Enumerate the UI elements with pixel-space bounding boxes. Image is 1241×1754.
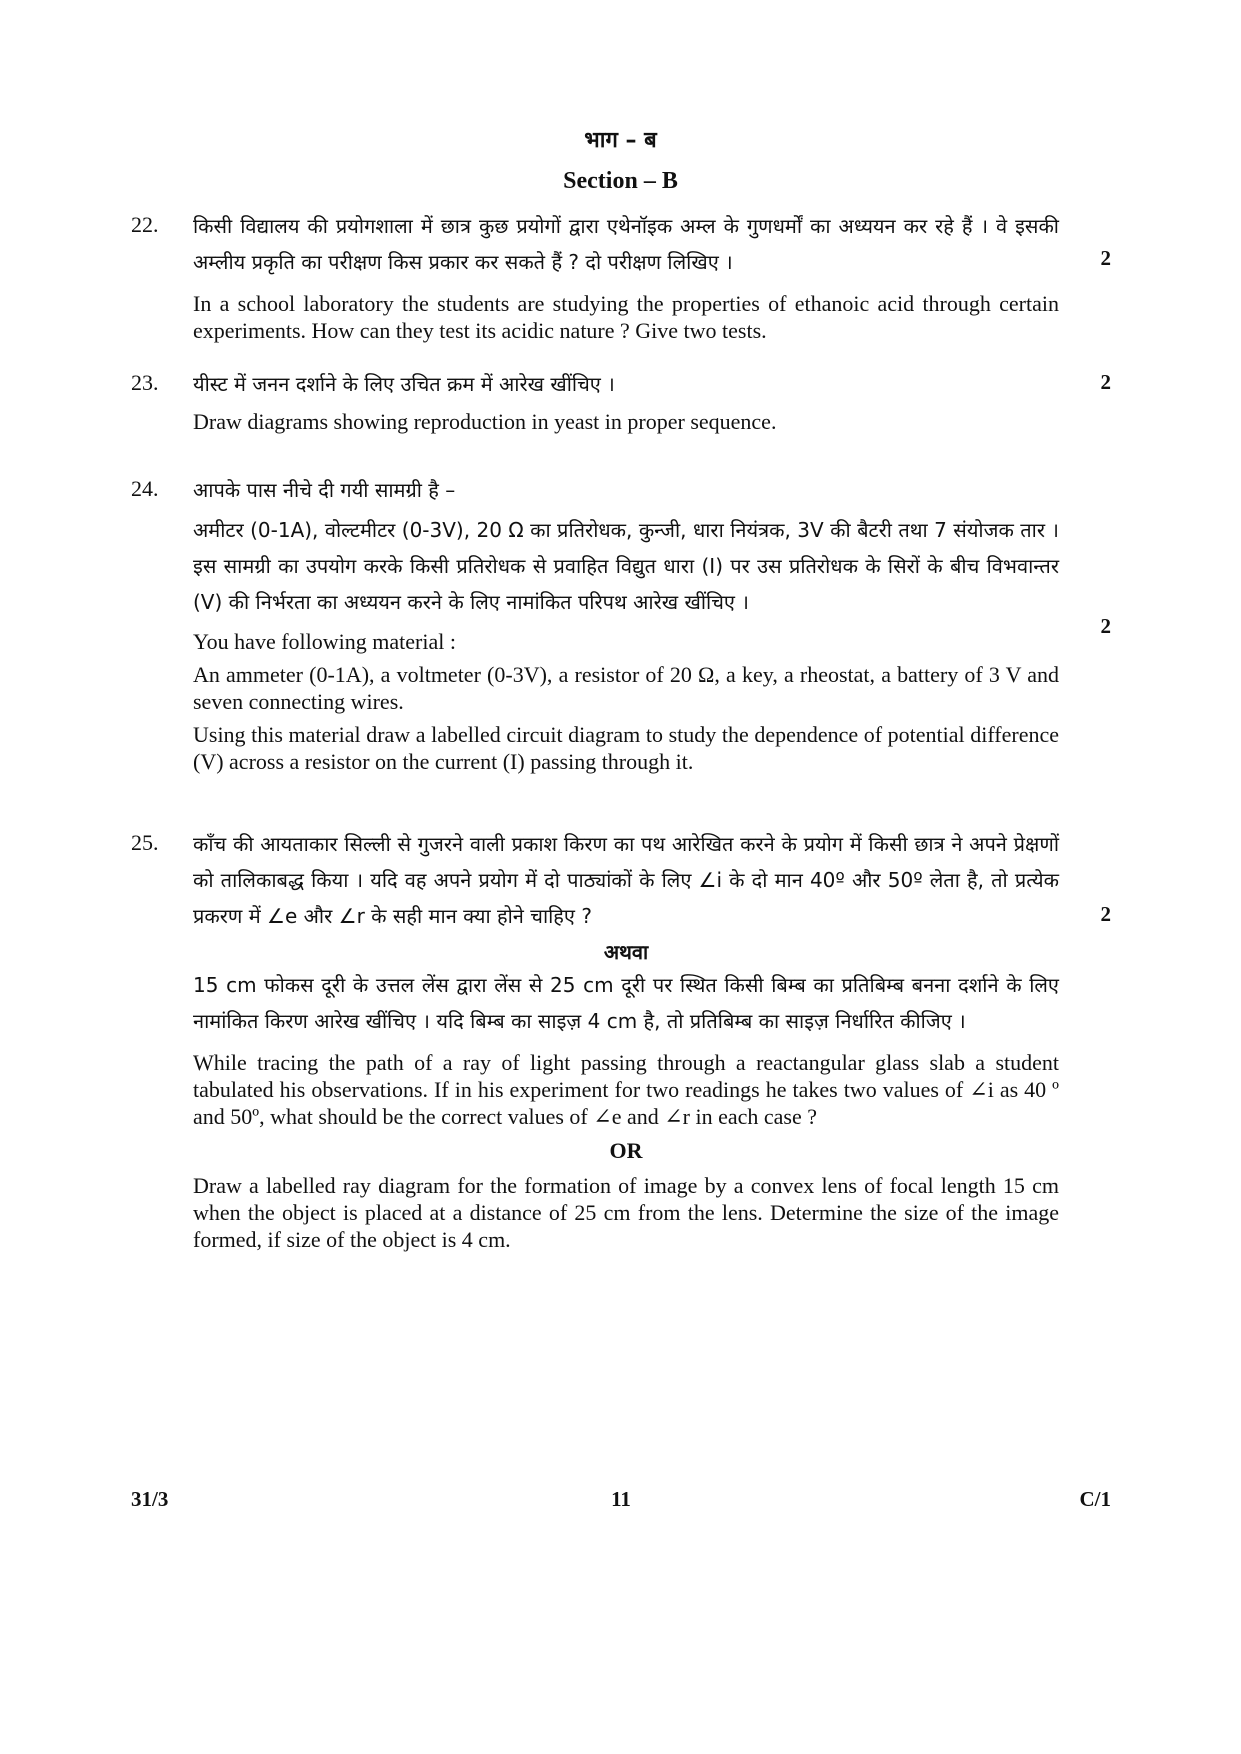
section-title-english: Section – B bbox=[563, 168, 678, 194]
question-23 bbox=[131, 366, 1111, 435]
marks: 2 bbox=[1100, 246, 1111, 270]
question-text-hindi: काँच की आयताकार सिल्ली से गुजरने वाली प्रकाश किरण का पथ आरेखित करने के प्रयोग में किसी छात्र ने अपने प्रेक्षणों को तालिकाबद्ध किया । यदि वह अपने प्रयोग में दो पाठ्यांकों के लिए ∠i के दो मान 40º और 50º लेता है, तो प्रत्येक प्रकरण में ∠e और ∠r के सही मान क्या होने चाहिए ? bbox=[193, 832, 1059, 928]
question-text-english: Draw diagrams showing reproduction in yeast in proper sequence. bbox=[193, 409, 777, 434]
question-22 bbox=[131, 208, 1111, 344]
question-text-hindi: किसी विद्यालय की प्रयोगशाला में छात्र कुछ प्रयोगों द्वारा एथेनॉइक अम्ल के गुणधर्मों का अध्ययन कर रहे हैं । वे इसकी अम्लीय प्रकृति का परीक्षण किस प्रकार कर सकते हैं ? दो परीक्षण लिखिए । bbox=[193, 214, 1059, 274]
question-text-english: While tracing the path of a ray of light passing through a reactangular glass slab a student tabulated his observations. If in his experiment for two readings he takes two values of ∠i as 40 º and 50º, what should be the correct values of ∠e and ∠r in each case ? bbox=[193, 1050, 1059, 1129]
or-label-english: OR bbox=[609, 1138, 643, 1163]
question-24 bbox=[131, 472, 1111, 775]
question-number: 24. bbox=[131, 476, 159, 501]
alternative-text-english: Draw a labelled ray diagram for the formation of image by a convex lens of focal length 15 cm when the object is placed at a distance of 25 cm from the lens. Determine the size of the image formed, if size of the object is 4 cm. bbox=[193, 1173, 1059, 1252]
page-number: 11 bbox=[611, 1487, 631, 1511]
paper-code: 31/3 bbox=[131, 1487, 169, 1511]
question-body bbox=[193, 472, 1059, 775]
question-25 bbox=[131, 826, 1111, 1253]
question-text-hindi: यीस्ट में जनन दर्शाने के लिए उचित क्रम में आरेख खींचिए । bbox=[193, 372, 615, 396]
question-number: 22. bbox=[131, 212, 159, 237]
or-label-hindi: अथवा bbox=[603, 940, 649, 964]
question-intro-hindi: आपके पास नीचे दी गयी सामग्री है – bbox=[193, 478, 456, 502]
question-body bbox=[193, 826, 1059, 1253]
question-material-english: An ammeter (0-1A), a voltmeter (0-3V), a resistor of 20 Ω, a key, a rheostat, a battery of 3 V and seven connecting wires. bbox=[193, 662, 1059, 714]
set-code: C/1 bbox=[1079, 1487, 1111, 1511]
marks: 2 bbox=[1100, 614, 1111, 638]
question-text-hindi: अमीटर (0-1A), वोल्टमीटर (0-3V), 20 Ω का प्रतिरोधक, कुन्जी, धारा नियंत्रक, 3V की बैटरी तथा 7 संयोजक तार । इस सामग्री का उपयोग करके किसी प्रतिरोधक से प्रवाहित विद्युत धारा (I) पर उस प्रतिरोधक के सिरों के बीच विभवान्तर (V) की निर्भरता का अध्ययन करने के लिए नामांकित परिपथ आरेख खींचिए । bbox=[193, 518, 1059, 614]
section-title-hindi: भाग – ब bbox=[584, 128, 657, 153]
question-body bbox=[193, 366, 1059, 435]
question-text-english: In a school laboratory the students are studying the properties of ethanoic acid through certain experiments. How can they test its acidic nature ? Give two tests. bbox=[193, 291, 1059, 343]
question-intro-english: You have following material : bbox=[193, 629, 456, 654]
question-number: 23. bbox=[131, 370, 159, 395]
question-number: 25. bbox=[131, 830, 159, 855]
question-text-english: Using this material draw a labelled circuit diagram to study the dependence of potential difference (V) across a resistor on the current (I) passing through it. bbox=[193, 722, 1059, 774]
marks: 2 bbox=[1100, 370, 1111, 394]
alternative-text-hindi: 15 cm फोकस दूरी के उत्तल लेंस द्वारा लेंस से 25 cm दूरी पर स्थित किसी बिम्ब का प्रतिबिम्ब बनना दर्शाने के लिए नामांकित किरण आरेख खींचिए । यदि बिम्ब का साइज़ 4 cm है, तो प्रतिबिम्ब का साइज़ निर्धारित कीजिए । bbox=[193, 973, 1059, 1033]
marks: 2 bbox=[1100, 902, 1111, 926]
question-body bbox=[193, 208, 1059, 344]
